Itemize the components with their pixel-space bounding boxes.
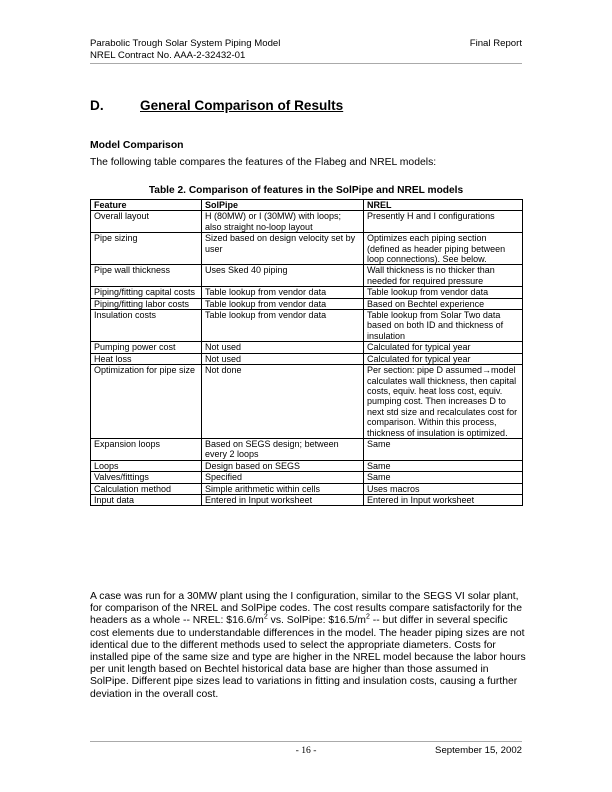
solpipe-cell: Sized based on design velocity set by user [202,233,364,265]
page-number: - 16 - [295,745,317,756]
solpipe-cell: H (80MW) or I (30MW) with loops; also straight no-loop layout [202,211,364,233]
header-contract: NREL Contract No. AAA-2-32432-01 [90,49,246,61]
table-row [91,483,523,494]
solpipe-cell: Based on SEGS design; between every 2 loops [202,438,364,460]
header-report-type: Final Report [469,38,522,49]
feature-cell: Heat loss [91,353,202,364]
solpipe-cell: Table lookup from vendor data [202,298,364,309]
column-header-solpipe: SolPipe [202,200,364,211]
nrel-cell: Same [364,472,523,483]
feature-cell: Piping/fitting labor costs [91,298,202,309]
solpipe-cell: Specified [202,472,364,483]
solpipe-cell: Table lookup from vendor data [202,287,364,298]
section-heading [90,98,343,113]
paragraph-text-3: -- but differ in several specific cost elements due to understandable differences in the model. The header piping sizes are not identical due to the different methods used to select the appropriate diameters. Costs for installed pipe of the same size and type are higher in the NREL model because the labor hours per unit length based on Bechtel historical data base are higher than those assumed in SolPipe. Different pipe sizes lead to variations in fitting and insulation costs, causing a further deviation in the overall cost. [90,615,526,700]
paragraph-text-1: A case was run for a 30MW plant using the I configuration, similar to the SEGS VI solar plant, for comparison of the NREL and SolPipe codes. The cost results compare satisfactorily for the headers as a whole -- NREL: $16.6/m [90,591,522,627]
solpipe-cell: Not used [202,353,364,364]
feature-cell: Valves/fittings [91,472,202,483]
table-row [91,298,523,309]
table-row [91,438,523,460]
table-caption: Table 2. Comparison of features in the SolPipe and NREL models [148,185,464,196]
superscript-squared: 2 [365,613,370,621]
table-row [91,211,523,233]
running-header [90,38,280,61]
table-row [91,233,523,265]
nrel-cell: Table lookup from vendor data [364,287,523,298]
header-title: Parabolic Trough Solar System Piping Model [90,38,281,49]
nrel-cell: Uses macros [364,483,523,494]
feature-cell: Insulation costs [91,310,202,342]
table-row [91,310,523,342]
feature-cell: Optimization for pipe size [91,365,202,439]
feature-cell: Piping/fitting capital costs [91,287,202,298]
table-row [91,353,523,364]
comparison-table [90,199,523,506]
table-row [91,460,523,471]
results-paragraph [90,591,526,701]
feature-cell: Expansion loops [91,438,202,460]
footer-date: September 15, 2002 [435,745,522,756]
solpipe-cell: Uses Sked 40 piping [202,265,364,287]
column-header-feature: Feature [91,200,202,211]
solpipe-cell: Simple arithmetic within cells [202,483,364,494]
column-header-nrel: NREL [364,200,523,211]
section-number: D. [90,98,104,113]
nrel-cell: Same [364,438,523,460]
nrel-cell: Per section: pipe D assumed→model calculates wall thickness, then capital costs, equiv. heat loss cost, equiv. pumping cost. Then increases D to next std size and recalculates cost for comparison. Within this process, thickness of insulation is optimized. [364,365,523,439]
solpipe-cell: Design based on SEGS [202,460,364,471]
feature-cell: Input data [91,494,202,505]
nrel-cell: Wall thickness is no thicker than needed for required pressure [364,265,523,287]
nrel-cell: Calculated for typical year [364,342,523,353]
nrel-cell: Optimizes each piping section (defined as header piping between loop connections). See below. [364,233,523,265]
feature-cell: Pipe wall thickness [91,265,202,287]
subsection-heading: Model Comparison [90,140,184,151]
intro-text: The following table compares the features of the Flabeg and NREL models: [90,157,437,168]
table-row [91,265,523,287]
feature-cell: Loops [91,460,202,471]
feature-cell: Overall layout [91,211,202,233]
solpipe-cell: Entered in Input worksheet [202,494,364,505]
solpipe-cell: Table lookup from vendor data [202,310,364,342]
nrel-cell: Based on Bechtel experience [364,298,523,309]
nrel-cell: Presently H and I configurations [364,211,523,233]
table-row [91,365,523,439]
solpipe-cell: Not used [202,342,364,353]
feature-cell: Calculation method [91,483,202,494]
nrel-cell: Table lookup from Solar Two data based on both ID and thickness of insulation [364,310,523,342]
table-header-row [91,200,523,211]
nrel-cell: Calculated for typical year [364,353,523,364]
table-row [91,287,523,298]
section-title: General Comparison of Results [140,98,344,113]
table-row [91,494,523,505]
paragraph-text-2: vs. SolPipe: $16.5/m [267,615,366,627]
nrel-cell: Entered in Input worksheet [364,494,523,505]
table-row [91,472,523,483]
header-divider [90,63,522,64]
table-row [91,342,523,353]
solpipe-cell: Not done [202,365,364,439]
feature-cell: Pipe sizing [91,233,202,265]
footer-divider [90,741,522,742]
superscript-squared: 2 [263,613,268,621]
feature-cell: Pumping power cost [91,342,202,353]
nrel-cell: Same [364,460,523,471]
